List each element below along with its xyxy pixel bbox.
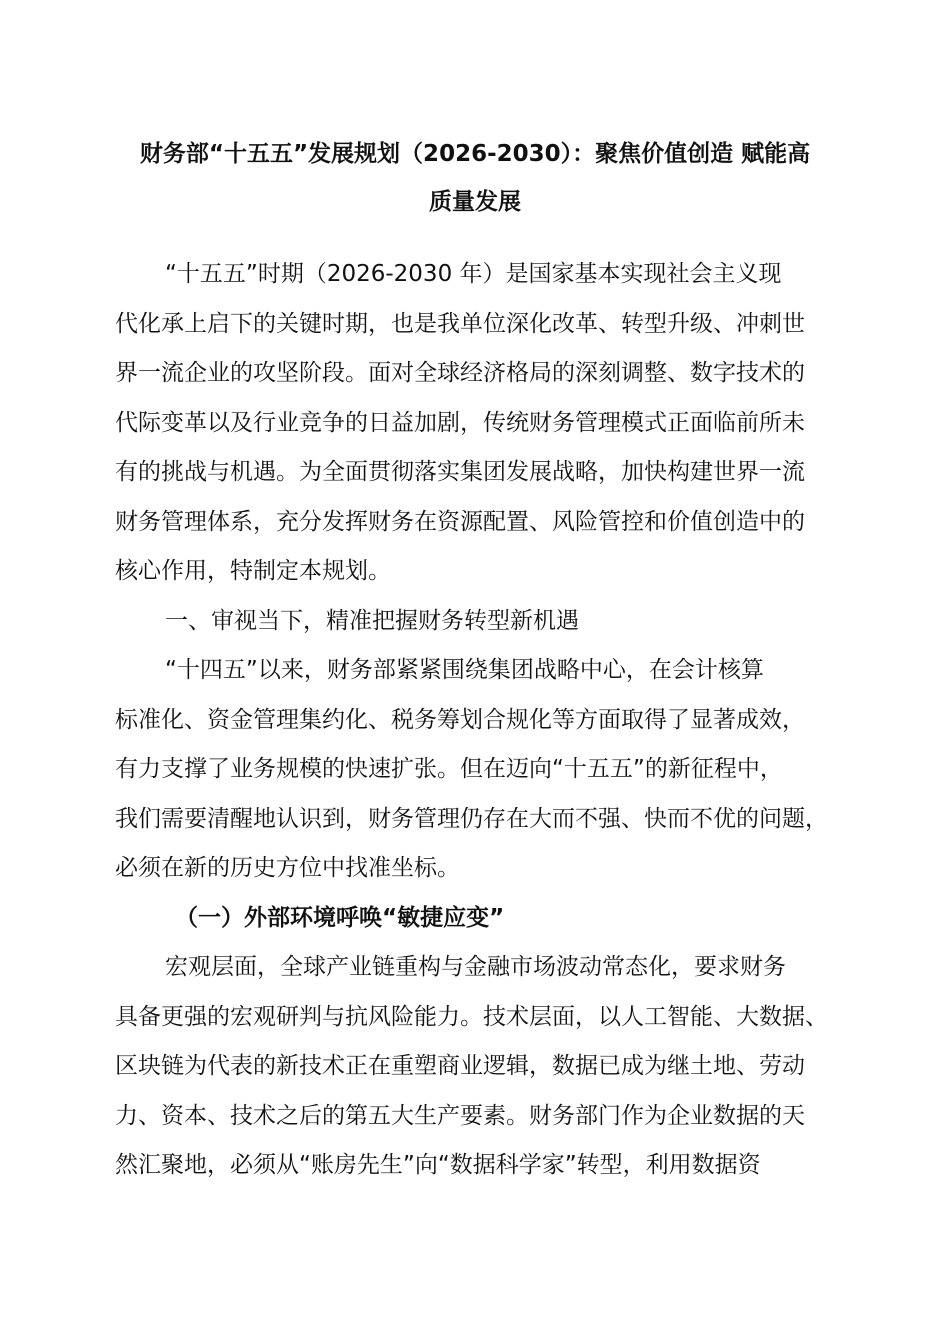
paragraph-line: 核心作用，特制定本规划。 xyxy=(115,558,391,584)
paragraph-line: 具备更强的宏观研判与抗风险能力。技术层面，以人工智能、大数据、 xyxy=(115,1004,828,1030)
paragraph-line: 宏观层面，全球产业链重构与金融市场波动常态化，要求财务 xyxy=(165,954,786,980)
paragraph-line: 然汇聚地，必须从“账房先生”向“数据科学家”转型，利用数据资 xyxy=(115,1152,761,1178)
paragraph-line: 我们需要清醒地认识到，财务管理仍存在大而不强、快而不优的问题， xyxy=(115,806,828,832)
paragraph-line: 有的挑战与机遇。为全面贯彻落实集团发展战略，加快构建世界一流 xyxy=(115,459,805,485)
paragraph-line: 代际变革以及行业竞争的日益加剧，传统财务管理模式正面临前所未 xyxy=(115,410,805,436)
document-title-line-2: 质量发展 xyxy=(429,189,521,215)
paragraph-line: 有力支撑了业务规模的快速扩张。但在迈向“十五五”的新征程中， xyxy=(115,756,783,782)
section-heading: 一、审视当下，精准把握财务转型新机遇 xyxy=(165,608,579,634)
paragraph-line: 界一流企业的攻坚阶段。面对全球经济格局的深刻调整、数字技术的 xyxy=(115,360,805,386)
paragraph-line: “十五五”时期（2026-2030 年）是国家基本实现社会主义现 xyxy=(165,261,782,287)
paragraph-line: “十四五”以来，财务部紧紧围绕集团战略中心，在会计核算 xyxy=(165,657,764,683)
paragraph-line: 必须在新的历史方位中找准坐标。 xyxy=(115,855,460,881)
paragraph-line: 区块链为代表的新技术正在重塑商业逻辑，数据已成为继土地、劳动 xyxy=(115,1053,805,1079)
paragraph-line: 力、资本、技术之后的第五大生产要素。财务部门作为企业数据的天 xyxy=(115,1103,805,1129)
paragraph-line: 代化承上启下的关键时期，也是我单位深化改革、转型升级、冲刺世 xyxy=(115,311,805,337)
subsection-heading: （一）外部环境呼唤“敏捷应变” xyxy=(175,905,505,931)
paragraph-line: 财务管理体系，充分发挥财务在资源配置、风险管控和价值创造中的 xyxy=(115,509,805,535)
paragraph-line: 标准化、资金管理集约化、税务筹划合规化等方面取得了显著成效， xyxy=(115,707,805,733)
document-title-line-1: 财务部“十五五”发展规划（2026-2030）：聚焦价值创造 赋能高 xyxy=(139,141,811,167)
